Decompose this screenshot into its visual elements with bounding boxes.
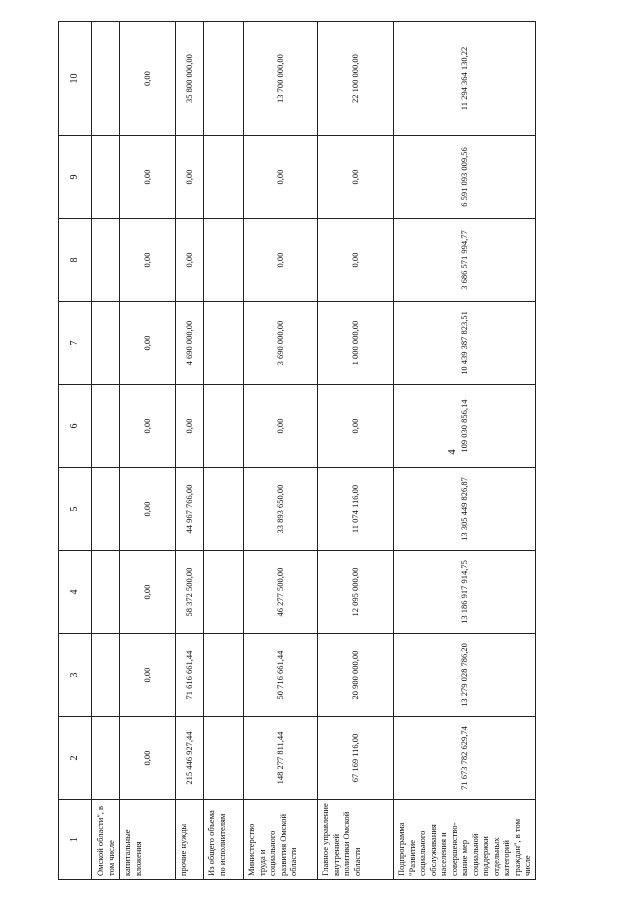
table-cell: [92, 468, 120, 551]
table-row: [244, 22, 318, 880]
table-cell: 0,00: [120, 717, 176, 800]
table-cell: 0,00: [318, 136, 394, 219]
table-cell: 13 279 028 786,20: [394, 634, 536, 717]
table-cell: [204, 634, 244, 717]
row-label: Подпрограмма "Развитие социального обслуживания населения и совершенство-вание мер социальной поддержки отдельных категорий граждан", в том числе: [394, 800, 536, 880]
table-cell: 12 095 000,00: [318, 551, 394, 634]
column-number: 10: [59, 22, 92, 136]
table-cell: 71 673 782 629,74: [394, 717, 536, 800]
table-cell: 11 074 116,00: [318, 468, 394, 551]
table-cell: [92, 136, 120, 219]
table-cell: 13 186 917 914,75: [394, 551, 536, 634]
row-label: капитальные вложения: [120, 800, 176, 880]
table-cell: 0,00: [120, 136, 176, 219]
row-label: Министерство труда и социального развития Омской области: [244, 800, 318, 880]
budget-table-rotated: [58, 22, 532, 880]
table-cell: 148 277 811,44: [244, 717, 318, 800]
table-cell: 0,00: [176, 136, 204, 219]
table-cell: [92, 385, 120, 468]
table-cell: 58 372 500,00: [176, 551, 204, 634]
table-cell: [204, 551, 244, 634]
table-cell: [204, 468, 244, 551]
table-cell: 215 446 927,44: [176, 717, 204, 800]
table-cell: 22 100 000,00: [318, 22, 394, 136]
table-cell: 0,00: [244, 219, 318, 302]
table-cell: 6 591 093 009,56: [394, 136, 536, 219]
table-cell: 71 616 661,44: [176, 634, 204, 717]
table-cell: 0,00: [244, 136, 318, 219]
row-label: Омской области", в том числе: [92, 800, 120, 880]
table-row: [204, 22, 244, 880]
table-cell: 67 169 116,00: [318, 717, 394, 800]
table-cell: 1 000 000,00: [318, 302, 394, 385]
table-cell: [92, 551, 120, 634]
table-row: [318, 22, 394, 880]
table-cell: 20 900 000,00: [318, 634, 394, 717]
table-cell: 33 893 650,00: [244, 468, 318, 551]
table-cell: [204, 717, 244, 800]
row-label: прочие нужды: [176, 800, 204, 880]
column-number: 8: [59, 219, 92, 302]
column-number: 3: [59, 634, 92, 717]
table-cell: 50 716 661,44: [244, 634, 318, 717]
table-cell: 0,00: [120, 385, 176, 468]
table-cell: [92, 22, 120, 136]
table-cell: 13 305 449 826,87: [394, 468, 536, 551]
column-number: 7: [59, 302, 92, 385]
table-row: [176, 22, 204, 880]
table-cell: [204, 22, 244, 136]
column-number: 6: [59, 385, 92, 468]
row-label: Главное управление внутренней политики Омской области: [318, 800, 394, 880]
table-cell: 4 690 000,00: [176, 302, 204, 385]
table-cell: 0,00: [120, 468, 176, 551]
table-cell: 0,00: [176, 385, 204, 468]
table-cell: [92, 634, 120, 717]
table-cell: 3 686 571 994,77: [394, 219, 536, 302]
table-cell: 0,00: [120, 634, 176, 717]
table-cell: 0,00: [120, 22, 176, 136]
table-cell: 109 030 856,14: [394, 385, 536, 468]
table-row: [394, 22, 536, 880]
table-cell: 0,00: [244, 385, 318, 468]
column-number: 2: [59, 717, 92, 800]
row-label: Из общего объема по исполнителям: [204, 800, 244, 880]
table-cell: [204, 302, 244, 385]
table-cell: 0,00: [120, 219, 176, 302]
table-cell: 46 277 500,00: [244, 551, 318, 634]
table-cell: 35 800 000,00: [176, 22, 204, 136]
table-row: [120, 22, 176, 880]
table-cell: 13 700 000,00: [244, 22, 318, 136]
table-cell: [92, 219, 120, 302]
table-cell: 0,00: [120, 551, 176, 634]
table-cell: [204, 385, 244, 468]
table-cell: 0,00: [318, 385, 394, 468]
budget-table: [58, 21, 536, 880]
column-number: 9: [59, 136, 92, 219]
table-cell: [204, 136, 244, 219]
table-cell: 10 439 387 823,51: [394, 302, 536, 385]
table-row: [92, 22, 120, 880]
budget-sheet: [58, 22, 532, 880]
table-cell: 44 967 766,00: [176, 468, 204, 551]
column-number: 1: [59, 800, 92, 880]
table-cell: [204, 219, 244, 302]
column-number: 4: [59, 551, 92, 634]
table-cell: 0,00: [176, 219, 204, 302]
page-number: 4: [446, 449, 458, 455]
table-cell: 11 294 364 130,22: [394, 22, 536, 136]
table-cell: 3 690 000,00: [244, 302, 318, 385]
column-number-row: [59, 22, 92, 880]
table-cell: 0,00: [318, 219, 394, 302]
column-number: 5: [59, 468, 92, 551]
table-cell: [92, 717, 120, 800]
table-cell: 0,00: [120, 302, 176, 385]
table-cell: [92, 302, 120, 385]
